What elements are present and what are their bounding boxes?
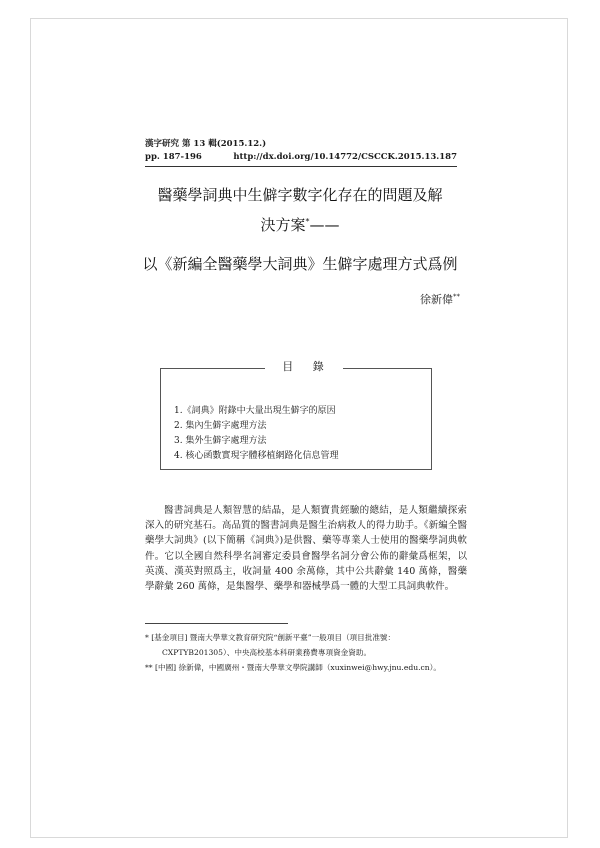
toc-item[interactable]: 2. 集內生僻字處理方法 bbox=[174, 421, 267, 431]
footnote-1-line-2: CXPTYB201305）、中央高校基本科研業務費專項資金資助。 bbox=[162, 648, 372, 657]
title-line-1: 醫藥學詞典中生僻字數字化存在的問題及解 bbox=[157, 186, 443, 204]
author-name: 徐新偉 bbox=[420, 293, 453, 306]
subtitle: 以《新編全醫藥學大詞典》生僻字處理方式爲例 bbox=[142, 255, 458, 273]
citation-header bbox=[145, 152, 457, 162]
author-footnote-mark[interactable]: ** bbox=[453, 292, 460, 301]
toc-heading: 目 錄 bbox=[265, 358, 343, 374]
toc-list bbox=[174, 404, 338, 464]
author bbox=[420, 291, 460, 307]
journal-header bbox=[145, 137, 457, 149]
journal-name: 漢字研究 第 13 輯(2015.12.) bbox=[145, 139, 267, 149]
doi-link[interactable]: http://dx.doi.org/10.14772/CSCCK.2015.13.187 bbox=[233, 152, 457, 162]
title-line-2-text: 決方案 bbox=[260, 216, 306, 234]
title-footnote-mark[interactable]: * bbox=[305, 217, 310, 226]
toc-item[interactable]: 3. 集外生僻字處理方法 bbox=[174, 436, 267, 446]
page-range: pp. 187-196 bbox=[145, 152, 202, 162]
header-divider bbox=[145, 166, 457, 167]
toc-item[interactable]: 4. 核心函數實現字體移植網路化信息管理 bbox=[174, 451, 339, 461]
title-line-2 bbox=[130, 214, 470, 235]
intro-paragraph: 醫書詞典是人類智慧的結晶，是人類寶貴經驗的總結，是人類繼續探索深入的研究基石。高品質的醫書詞典是醫生治病救人的得力助手。《新編全醫藥學大詞典》(以下簡稱《詞典》)是供醫、藥等專業人士使用的醫藥學詞典軟件。它以全國自然科學名詞審定委員會醫學名詞分會公佈的辭彙爲框架，以英漢、漢英對照爲主，收詞量 400 余萬條，其中公共辭彙 140 萬條，醫藥學辭彙 260 萬條，是集醫學、藥學和器械學爲一體的大型工具詞典軟件。 bbox=[145, 505, 467, 593]
title-dash: —— bbox=[309, 216, 340, 234]
footnote-2: ** [中國] 徐新偉，中國廣州・暨南大學華文學院講師（xuxinwei@hwy.jnu.edu.cn）。 bbox=[145, 663, 442, 672]
footnotes bbox=[145, 630, 475, 675]
footnote-1-line-1: * [基金項目] 暨南大學華文教育研究院“創新平臺”一般項目（項目批准號： bbox=[145, 633, 396, 642]
toc-item[interactable]: 1.《詞典》附錄中大量出現生僻字的原因 bbox=[174, 406, 336, 416]
footnote-divider bbox=[145, 623, 288, 624]
